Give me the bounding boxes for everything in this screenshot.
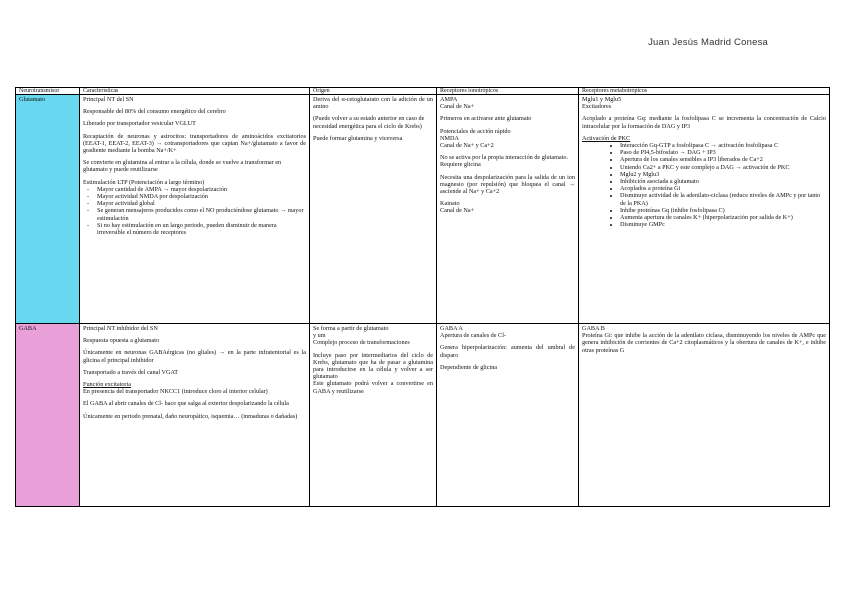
text: Recaptación de neuronas y astrocitos: transportadores de aminoácidos excitatorios (EEAT-1, EEAT-2, EEAT-3) → cotransportadores que captan Na+/glutamato a favor de gradiente mediante la bomba Na+/K+	[83, 132, 306, 155]
cell-gaba-origen	[310, 324, 437, 507]
list-item: • Paso de PI4,5-bifosfato → DAG + IP3	[620, 149, 826, 156]
cell-glutamato-name: Glutamato	[16, 95, 80, 324]
author-name: Juan Jesús Madrid Conesa	[648, 37, 768, 48]
row-gaba	[16, 324, 830, 507]
text: Necesita una despolarización para la salida de un ion magnesio (por repulsión) que bloquea el canal → asciende al Na+ y Ca+2	[440, 173, 575, 196]
text: Se convierte en glutamina al entrar a la célula, donde se vuelve a transformar en glutamato y puede reutilizarse	[83, 159, 282, 174]
list-item: • Inhibe proteínas Gq (inhibe fosfolipasa C)	[620, 207, 826, 214]
text: Potenciales de acción rápido	[440, 127, 511, 135]
text: Únicamente en periodo prenatal, daño neuropático, isquemia… (inmaduras o dañadas)	[83, 412, 298, 420]
text: Este glutamato podrá volver a convertirse en GABA y reutilizarse	[313, 380, 433, 395]
text: Estimulación LTP (Potenciación a largo término)	[83, 178, 205, 186]
list-item: - Mayor cantidad de AMPA → mayor despolarización	[97, 186, 306, 193]
text: GABA B	[582, 325, 605, 332]
text: AMPA	[440, 96, 458, 103]
list-item: • Uniendo Ca2+ a PKC y este complejo a DAG → activación de PKC	[620, 164, 826, 171]
row-glutamato	[16, 95, 830, 324]
text: Incluye paso por intermediarios del ciclo de Krebs, glutamato que ha de pasar a glutamina para introducirse en la célula y volver a ser glutamato	[313, 351, 433, 381]
text: Acoplado a proteína Gq: mediante la fosfolipasa C se incrementa la concentración de Calcio intracelular por la formación de DAG y IP3	[582, 115, 826, 130]
cell-glutamato-metabotropicos	[579, 95, 830, 324]
pkc-list	[582, 142, 826, 228]
text: Mglu1 y Mglu5	[582, 96, 622, 103]
text: Genera hiperpolarización: aumenta del umbral de disparo	[440, 344, 575, 359]
text: (Puede volver a su estado anterior en caso de necesidad energética para el ciclo de Krebs)	[313, 115, 425, 130]
list-item: - Se generan mensajeros producidos como el NO produciéndose glutamato → mayor estimulación	[97, 207, 306, 221]
text: Apertura de canales de Cl-	[440, 332, 506, 340]
list-item: - Mayor actividad global	[97, 200, 306, 207]
text: Primeros en activarse ante glutamato	[440, 115, 532, 123]
text: Canal de Na+	[440, 207, 475, 215]
text: Kainato	[440, 200, 460, 208]
text: Responsable del 80% del consumo energético del cerebro	[83, 108, 226, 116]
header-caracteristicas: Características	[80, 88, 310, 95]
text: Se forma a partir de glutamato	[313, 325, 389, 332]
cell-glutamato-origen	[310, 95, 437, 324]
list-item: • Aumenta apertura de canales K+ (hiperpolarización por salida de K+)	[620, 214, 826, 221]
text: Excitadores	[582, 103, 612, 111]
text: Respuesta opuesta a glutamato	[83, 337, 160, 345]
list-item: - Si no hay estimulación en un largo periodo, pueden disminuir de manera irreversible el número de receptores	[97, 222, 306, 236]
header-ionotropicos: Receptores ionotrópicos	[437, 88, 579, 95]
text: Principal NT inhibidor del SN	[83, 325, 158, 332]
list-item: • Mglu2 y Mglu3	[620, 171, 826, 178]
text: NMDA	[440, 134, 459, 142]
list-item: - Mayor actividad NMDA por despolarización	[97, 193, 306, 200]
text: En presencia del transportador NKCC1 (introduce cloro al interior celular)	[83, 388, 268, 396]
cell-glutamato-caracteristicas	[80, 95, 310, 324]
cell-gaba-name: GABA	[16, 324, 80, 507]
header-neurotransmisor: Neurotransmisor	[16, 88, 80, 95]
list-item: • Interacción Gq-GTP a fosfolipasa C → activación fosfolipasa C	[620, 142, 826, 149]
text: El GABA al abrir canales de Cl- hace que salga al exterior despolarizando la célula	[83, 400, 289, 408]
text: Proteína Gi: que inhibe la acción de la adenilato ciclasa, disminuyendo los niveles de AMPc que genera inhibición de corrientes de Ca+2 citoplasmáticos y la obertura de canales de K+, e inhibe otras proteínas G	[582, 332, 826, 354]
text: Dependiente de glicina	[440, 363, 498, 371]
text: Activación de PKC	[582, 134, 631, 142]
text: Canal de Na+	[440, 103, 475, 111]
text: Complejo proceso de transformaciones	[313, 339, 410, 347]
neurotransmitter-table	[15, 87, 830, 507]
list-item: • Disminuye GMPc	[620, 221, 826, 228]
text: y um	[313, 332, 326, 340]
text: Puede formar glutamina y viceversa	[313, 134, 403, 142]
list-item: • Inhibición asociada a glutamato	[620, 178, 826, 185]
text: Función excitatoria	[83, 381, 131, 389]
text: Deriva del α-cetoglutarato con la adición de un amino	[313, 96, 433, 111]
list-item: • Disminuye actividad de la adenilato-ciclasa (reduce niveles de AMPc y por tanto de la PKA)	[620, 192, 826, 206]
text: Transportado a través del canal VGAT	[83, 368, 179, 376]
text: Principal NT del SN	[83, 96, 134, 103]
cell-gaba-ionotropicos	[437, 324, 579, 507]
cell-glutamato-ionotropicos	[437, 95, 579, 324]
ltp-list	[83, 186, 306, 236]
text: Liberado por transportador vesicular VGLUT	[83, 120, 196, 128]
list-item: • Acoplados a proteína Gi	[620, 185, 826, 192]
text: Canal de Na+ y Ca+2	[440, 142, 494, 150]
text: No se activa por la propia interacción de glutamato. Requiere glicina	[440, 154, 568, 169]
cell-gaba-metabotropicos	[579, 324, 830, 507]
list-item: • Apertura de los canales sensibles a IP3 liberados de Ca+2	[620, 156, 826, 163]
text: Únicamente en neuronas GABAérgicas (no gliales) → en la parte infratentorial es la glicina el principal inhibidor	[83, 349, 306, 364]
text: GABA A	[440, 325, 463, 332]
header-row	[16, 88, 830, 95]
cell-gaba-caracteristicas	[80, 324, 310, 507]
header-metabotropicos: Receptores metabotrópicos	[579, 88, 830, 95]
header-origen: Origen	[310, 88, 437, 95]
